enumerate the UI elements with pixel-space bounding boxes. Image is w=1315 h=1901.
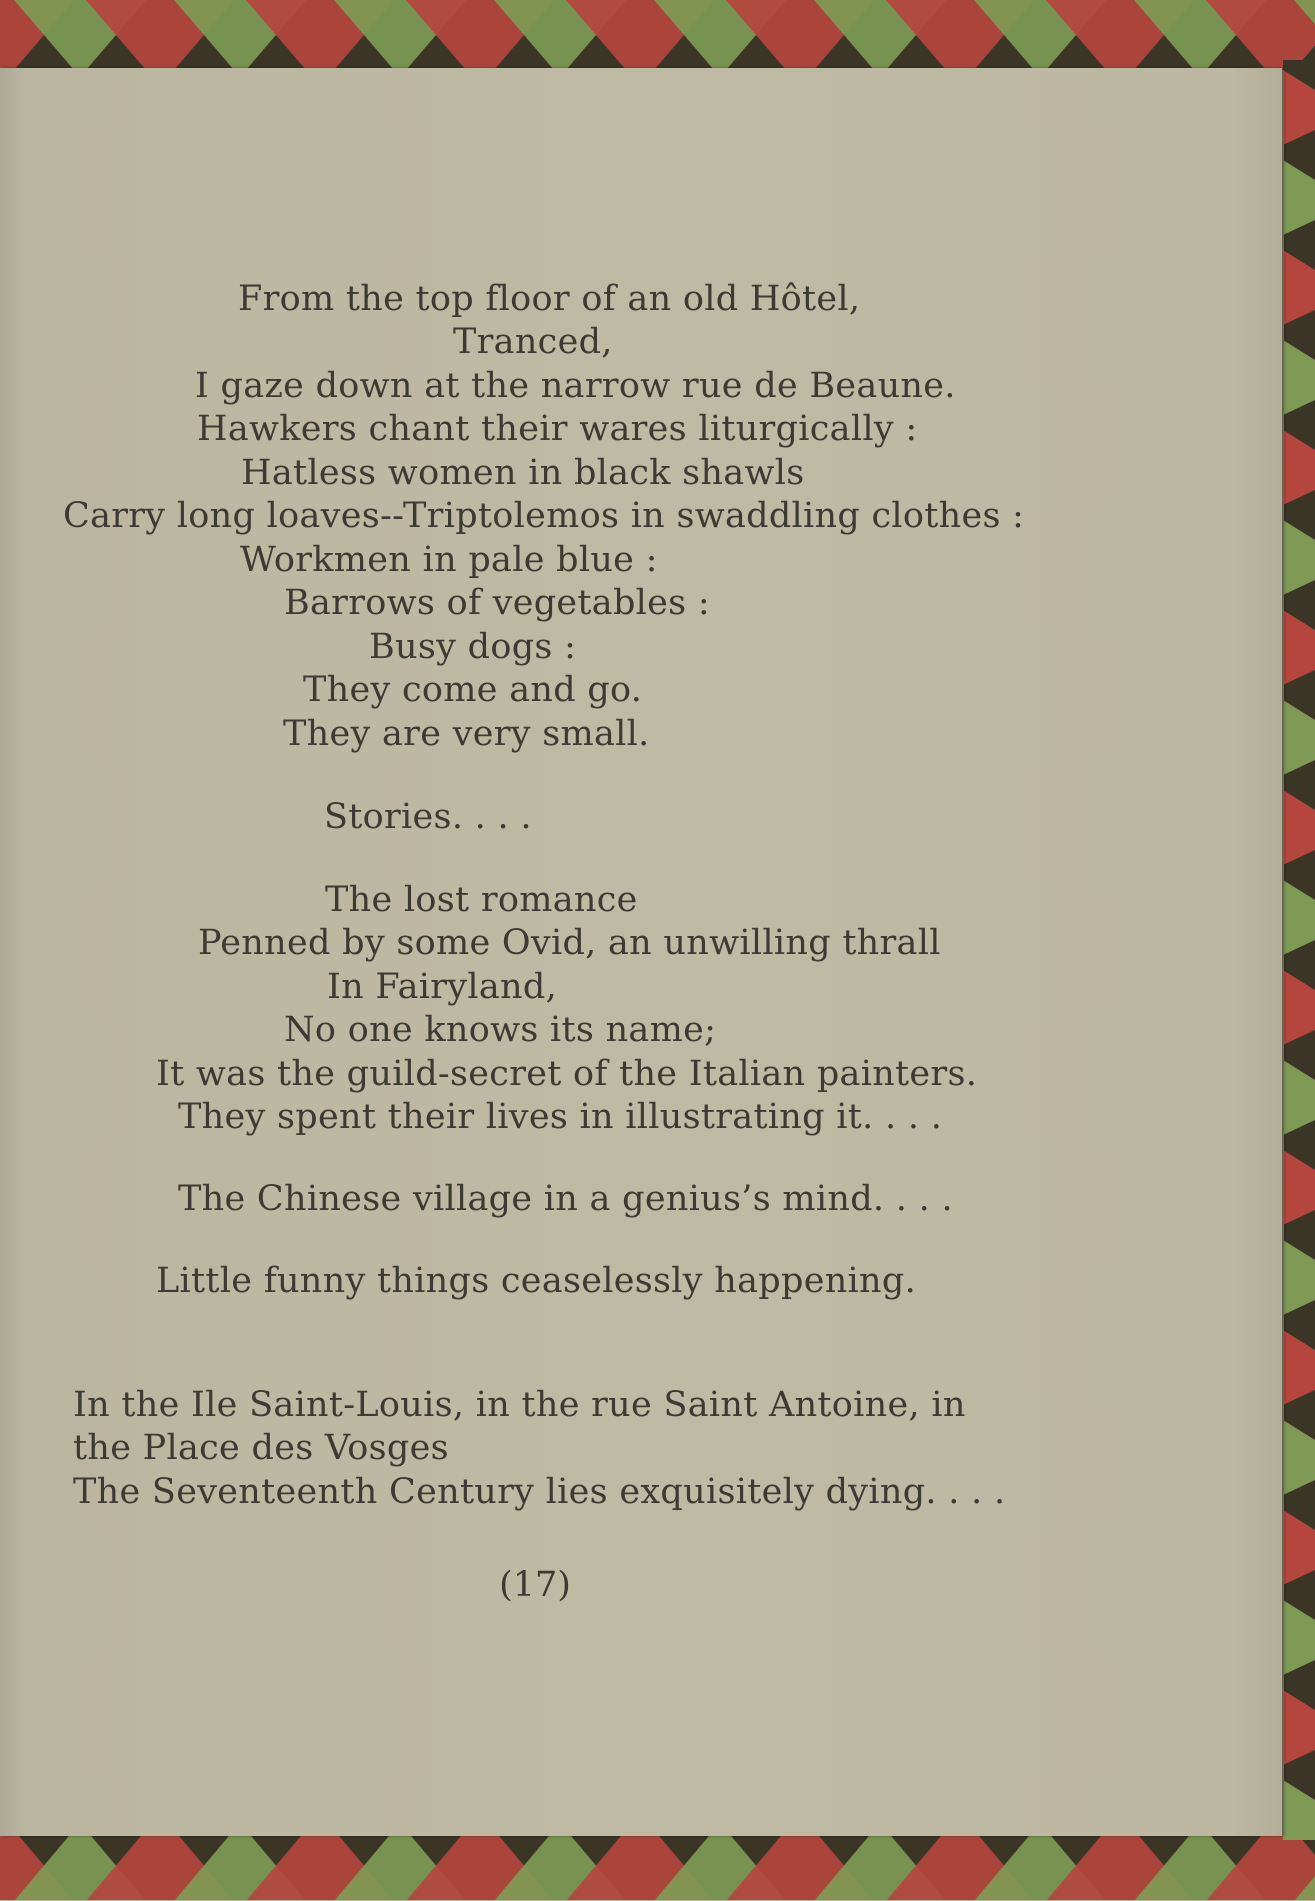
poem-line-21: In the Ile Saint-Louis, in the rue Saint Antoine, in — [73, 1385, 966, 1425]
poem-line-19: The Chinese village in a genius’s mind. . . . — [178, 1179, 953, 1219]
poem-line-9: Busy dogs : — [369, 627, 577, 667]
poem-line-1: From the top floor of an old Hôtel, — [238, 279, 861, 319]
poem-line-10: They come and go. — [303, 670, 643, 710]
poem-line-3: I gaze down at the narrow rue de Beaune. — [195, 366, 956, 406]
decorative-border-right — [1283, 60, 1315, 1840]
poem-line-6: Carry long loaves--Triptolemos in swaddling clothes : — [63, 496, 1025, 536]
poem-line-22: the Place des Vosges — [73, 1428, 449, 1468]
poem-line-14: Penned by some Ovid, an unwilling thrall — [198, 923, 941, 963]
poem-line-7: Workmen in pale blue : — [240, 540, 658, 580]
poem-line-5: Hatless women in black shawls — [241, 453, 805, 493]
poem-line-13: The lost romance — [325, 880, 638, 920]
poem-line-11: They are very small. — [283, 714, 650, 754]
poem-line-23: The Seventeenth Century lies exquisitely dying. . . . — [73, 1472, 1006, 1512]
decorative-border-bottom — [0, 1830, 1315, 1900]
decorative-border-top — [0, 0, 1315, 70]
poem-line-18: They spent their lives in illustrating it. . . . — [178, 1097, 943, 1137]
poem-line-2: Tranced, — [453, 322, 613, 362]
poem-line-15: In Fairyland, — [327, 967, 557, 1007]
poem-line-12: Stories. . . . — [324, 797, 532, 837]
poem-line-4: Hawkers chant their wares liturgically : — [197, 409, 918, 449]
poem-line-16: No one knows its name; — [284, 1010, 717, 1050]
page-number: (17) — [499, 1565, 571, 1605]
poem-line-8: Barrows of vegetables : — [284, 583, 710, 623]
poem-line-20: Little funny things ceaselessly happening. — [156, 1261, 917, 1301]
poem-line-17: It was the guild-secret of the Italian painters. — [156, 1054, 978, 1094]
